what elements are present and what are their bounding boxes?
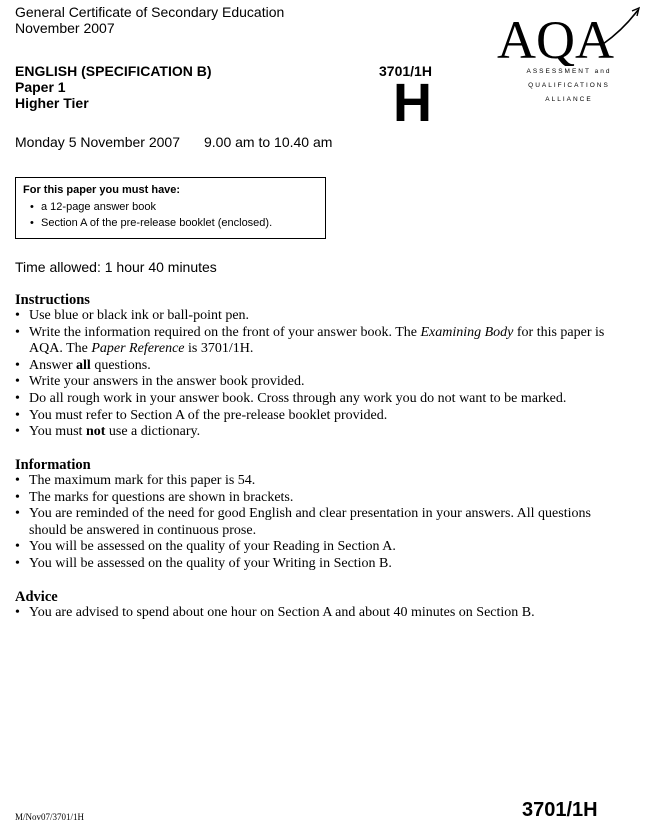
bullet-icon: • <box>15 539 20 555</box>
exam-date: Monday 5 November 2007 <box>15 134 180 150</box>
aqa-tagline-2: QUALIFICATIONS <box>528 82 610 89</box>
list-item: • Answer all questions. <box>15 357 151 373</box>
advice-list <box>15 605 629 622</box>
materials-box <box>15 177 326 239</box>
svg-text:AQA: AQA <box>497 10 614 66</box>
list-item: • You will be assessed on the quality of your Reading in Section A. <box>15 539 396 555</box>
paper-number: Paper 1 <box>15 79 66 95</box>
materials-title: For this paper you must have: <box>23 184 181 196</box>
tier-name: Higher Tier <box>15 95 89 111</box>
bullet-icon: • <box>15 407 20 423</box>
exam-time: 9.00 am to 10.40 am <box>204 134 333 150</box>
advice-heading: Advice <box>15 589 58 605</box>
bullet-icon: • <box>15 357 20 373</box>
list-item: • Do all rough work in your answer book. Cross through any work you do not want to be marked. <box>15 390 567 406</box>
list-item: • The maximum mark for this paper is 54. <box>15 473 256 488</box>
instructions-list <box>15 308 629 441</box>
list-item: • You will be assessed on the quality of your Writing in Section B. <box>15 555 392 571</box>
list-item: • a 12-page answer book <box>30 201 156 213</box>
list-item: • You must refer to Section A of the pre-release booklet provided. <box>15 407 388 423</box>
information-heading: Information <box>15 457 91 473</box>
aqa-wordmark-icon <box>495 6 643 66</box>
aqa-tagline-3: ALLIANCE <box>545 96 593 103</box>
time-allowed: Time allowed: 1 hour 40 minutes <box>15 259 217 275</box>
certificate-title: General Certificate of Secondary Education <box>15 4 285 20</box>
list-item: • Write your answers in the answer book provided. <box>15 374 305 390</box>
bullet-icon: • <box>15 308 20 323</box>
subject-title: ENGLISH (SPECIFICATION B) <box>15 63 212 79</box>
bullet-icon: • <box>15 605 20 620</box>
exam-session: November 2007 <box>15 20 115 36</box>
list-item: • You are reminded of the need for good English and clear presentation in your answers. All questions should be answered in continuous prose. <box>15 506 591 538</box>
tier-letter: H <box>393 73 432 133</box>
bullet-icon: • <box>15 473 20 488</box>
instructions-heading: Instructions <box>15 292 90 308</box>
paper-code: 3701/1H <box>379 63 432 79</box>
bullet-icon: • <box>15 506 20 522</box>
list-item: • The marks for questions are shown in brackets. <box>15 489 294 505</box>
bullet-icon: • <box>15 424 20 440</box>
bullet-icon: • <box>30 201 34 213</box>
aqa-logo <box>495 6 643 116</box>
list-item: • Use blue or black ink or ball-point pen. <box>15 308 250 323</box>
bullet-icon: • <box>15 374 20 390</box>
materials-list <box>23 199 318 231</box>
information-list <box>15 473 629 573</box>
list-item: • You are advised to spend about one hour on Section A and about 40 minutes on Section B. <box>15 605 535 620</box>
bullet-icon: • <box>15 555 20 571</box>
bullet-icon: • <box>30 217 34 229</box>
aqa-tagline-1: ASSESSMENT and <box>526 68 612 75</box>
bullet-icon: • <box>15 390 20 406</box>
footer-reference: M/Nov07/3701/1H <box>15 812 85 822</box>
footer-code: 3701/1H <box>522 799 598 821</box>
list-item: • You must not use a dictionary. <box>15 424 201 440</box>
bullet-icon: • <box>15 324 20 340</box>
list-item: • Section A of the pre-release booklet (enclosed). <box>30 217 273 229</box>
bullet-icon: • <box>15 489 20 505</box>
list-item: • Write the information required on the front of your answer book. The Examining Body for this paper is AQA. The Paper Reference is 3701/1H. <box>15 324 605 357</box>
